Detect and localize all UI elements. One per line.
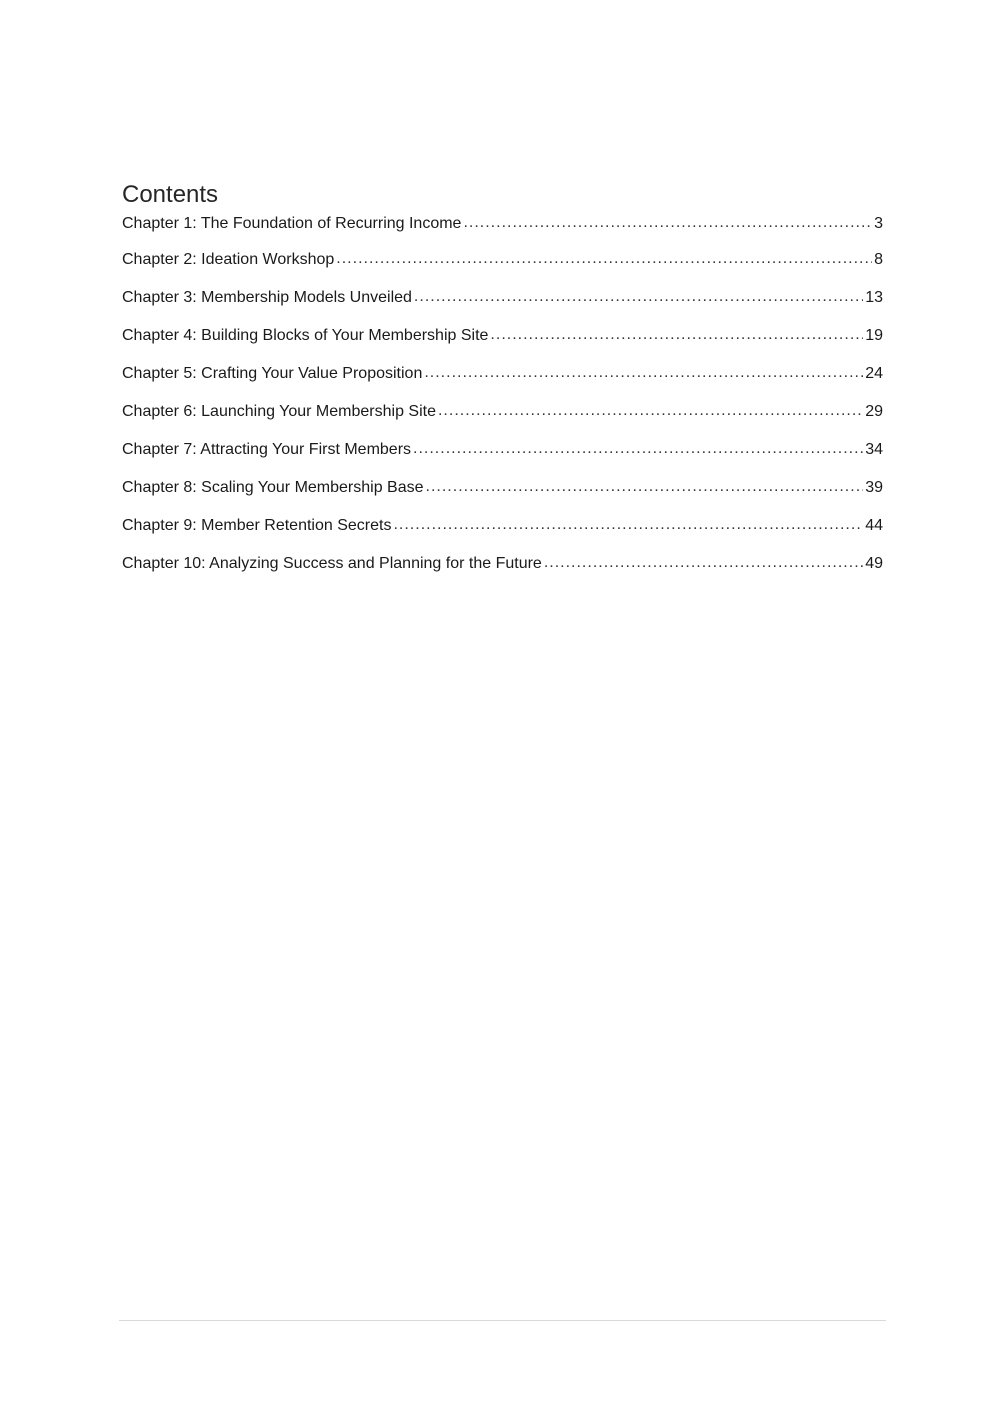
- toc-dot-leader: [544, 552, 863, 575]
- toc-dot-leader: [438, 400, 863, 423]
- toc-entry[interactable]: [122, 212, 883, 248]
- toc-dot-leader: [426, 476, 864, 499]
- toc-dot-leader: [393, 514, 863, 537]
- toc-entry-page: 39: [865, 479, 883, 496]
- toc-entry[interactable]: [122, 286, 883, 324]
- toc-entry[interactable]: [122, 248, 883, 286]
- toc-entry-page: 49: [865, 555, 883, 572]
- toc-entry-page: 44: [865, 517, 883, 534]
- toc-dot-leader: [463, 212, 872, 235]
- toc-entry-title: Chapter 10: Analyzing Success and Planning for the Future: [122, 555, 542, 572]
- toc-entry-title: Chapter 1: The Foundation of Recurring Income: [122, 215, 462, 232]
- toc-dot-leader: [336, 248, 872, 271]
- toc-entry-page: 3: [874, 215, 883, 232]
- toc-entry-title: Chapter 9: Member Retention Secrets: [122, 517, 392, 534]
- toc-entry[interactable]: [122, 324, 883, 362]
- toc-entry-title: Chapter 3: Membership Models Unveiled: [122, 289, 412, 306]
- toc-entry[interactable]: [122, 400, 883, 438]
- toc-entry-title: Chapter 2: Ideation Workshop: [122, 251, 335, 268]
- toc-entry[interactable]: [122, 438, 883, 476]
- toc-entry-page: 8: [874, 251, 883, 268]
- toc-entry[interactable]: [122, 362, 883, 400]
- toc-entry-page: 13: [865, 289, 883, 306]
- toc-entry-title: Chapter 6: Launching Your Membership Site: [122, 403, 436, 420]
- toc-list: [122, 212, 883, 590]
- toc-entry-page: 34: [865, 441, 883, 458]
- toc-entry-title: Chapter 8: Scaling Your Membership Base: [122, 479, 424, 496]
- toc-entry-title: Chapter 5: Crafting Your Value Proposition: [122, 365, 423, 382]
- toc-dot-leader: [424, 362, 863, 385]
- toc-dot-leader: [413, 438, 863, 461]
- toc-entry-page: 19: [865, 327, 883, 344]
- toc-entry[interactable]: [122, 552, 883, 590]
- toc-entry-page: 29: [865, 403, 883, 420]
- table-of-contents: [122, 178, 883, 590]
- toc-entry-title: Chapter 4: Building Blocks of Your Membership Site: [122, 327, 489, 344]
- footer-divider: [119, 1320, 886, 1321]
- toc-dot-leader: [490, 324, 863, 347]
- toc-entry[interactable]: [122, 514, 883, 552]
- toc-entry[interactable]: [122, 476, 883, 514]
- toc-entry-page: 24: [865, 365, 883, 382]
- toc-heading: Contents: [122, 181, 219, 208]
- toc-dot-leader: [414, 286, 863, 309]
- toc-entry-title: Chapter 7: Attracting Your First Members: [122, 441, 412, 458]
